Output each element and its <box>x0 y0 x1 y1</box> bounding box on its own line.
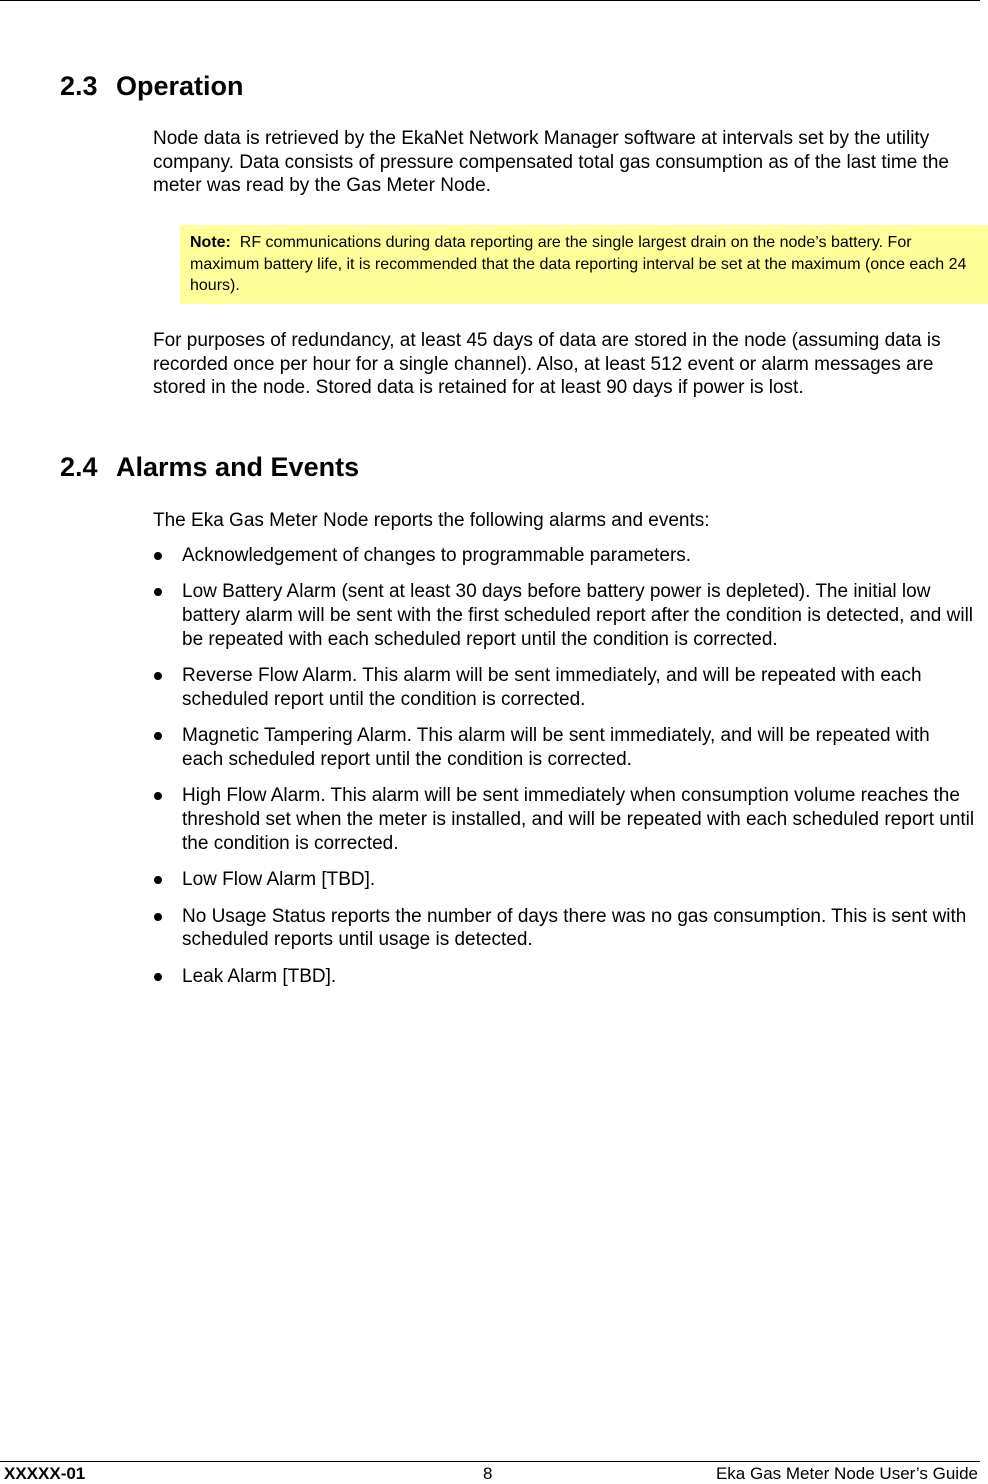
operation-paragraph-1: Node data is retrieved by the EkaNet Network Manager software at intervals set by the utility company. Data consists of pressure compensated total gas consumption as of the last time the meter was read by the Gas Meter Node. <box>153 128 949 196</box>
footer-doc-title: Eka Gas Meter Node User’s Guide <box>715 1464 978 1483</box>
list-item <box>153 784 975 855</box>
list-item-text: Magnetic Tampering Alarm. This alarm will be sent immediately, and will be repeated with each scheduled report until the condition is corrected. <box>182 725 930 771</box>
bullet-icon <box>154 588 162 596</box>
note-label: Note: <box>190 234 231 251</box>
bullet-icon <box>154 552 162 560</box>
list-item <box>153 905 975 953</box>
section-title: Alarms and Events <box>116 452 360 482</box>
footer-rule <box>0 1461 980 1462</box>
list-item-text: Leak Alarm [TBD]. <box>182 965 337 987</box>
list-item-text: Reverse Flow Alarm. This alarm will be sent immediately, and will be repeated with each scheduled report until the condition is corrected. <box>182 665 922 710</box>
list-item <box>153 965 975 989</box>
note-text: RF communications during data reporting are the single largest drain on the node’s battery. For maximum battery life, it is recommended that the data reporting interval be set at the maximum (once each 24 hours). <box>190 234 967 294</box>
list-item-text: Acknowledgement of changes to programmable parameters. <box>182 545 692 566</box>
section-heading-alarms-and-events <box>60 451 359 483</box>
alarms-intro: The Eka Gas Meter Node reports the following alarms and events: <box>153 510 710 531</box>
bullet-icon <box>154 672 162 680</box>
list-item-text: Low Battery Alarm (sent at least 30 days before battery power is depleted). The initial low battery alarm will be sent with the first scheduled report after the condition is detected, and will be repeated with each scheduled report until the condition is corrected. <box>182 581 974 650</box>
footer-doc-id: XXXXX-01 <box>4 1464 86 1483</box>
bullet-icon <box>154 792 162 800</box>
list-item <box>153 664 975 712</box>
operation-paragraph-2: For purposes of redundancy, at least 45 days of data are stored in the node (assuming data is recorded once per hour for a single channel). Also, at least 512 event or alarm messages are stored in the node. Stored data is retained for at least 90 days if power is lost. <box>153 330 941 398</box>
alarms-list <box>153 544 975 1001</box>
list-item-text: High Flow Alarm. This alarm will be sent immediately when consumption volume reaches the threshold set when the meter is installed, and will be repeated with each scheduled report until the condition is corrected. <box>182 785 975 854</box>
bullet-icon <box>154 876 162 884</box>
section-heading-operation <box>60 70 244 102</box>
list-item <box>153 544 975 568</box>
list-item <box>153 724 975 772</box>
note-box <box>180 225 988 304</box>
section-number: 2.3 <box>60 71 98 101</box>
section-title: Operation <box>116 71 244 101</box>
list-item-text: No Usage Status reports the number of days there was no gas consumption. This is sent with scheduled reports until usage is detected. <box>182 905 967 951</box>
list-item <box>153 580 975 651</box>
footer-page-number: 8 <box>483 1464 493 1483</box>
bullet-icon <box>154 913 162 921</box>
bullet-icon <box>154 732 162 740</box>
header-rule <box>0 0 980 1</box>
section-number: 2.4 <box>60 452 98 482</box>
bullet-icon <box>154 973 162 981</box>
list-item-text: Low Flow Alarm [TBD]. <box>182 869 376 891</box>
list-item <box>153 868 975 892</box>
